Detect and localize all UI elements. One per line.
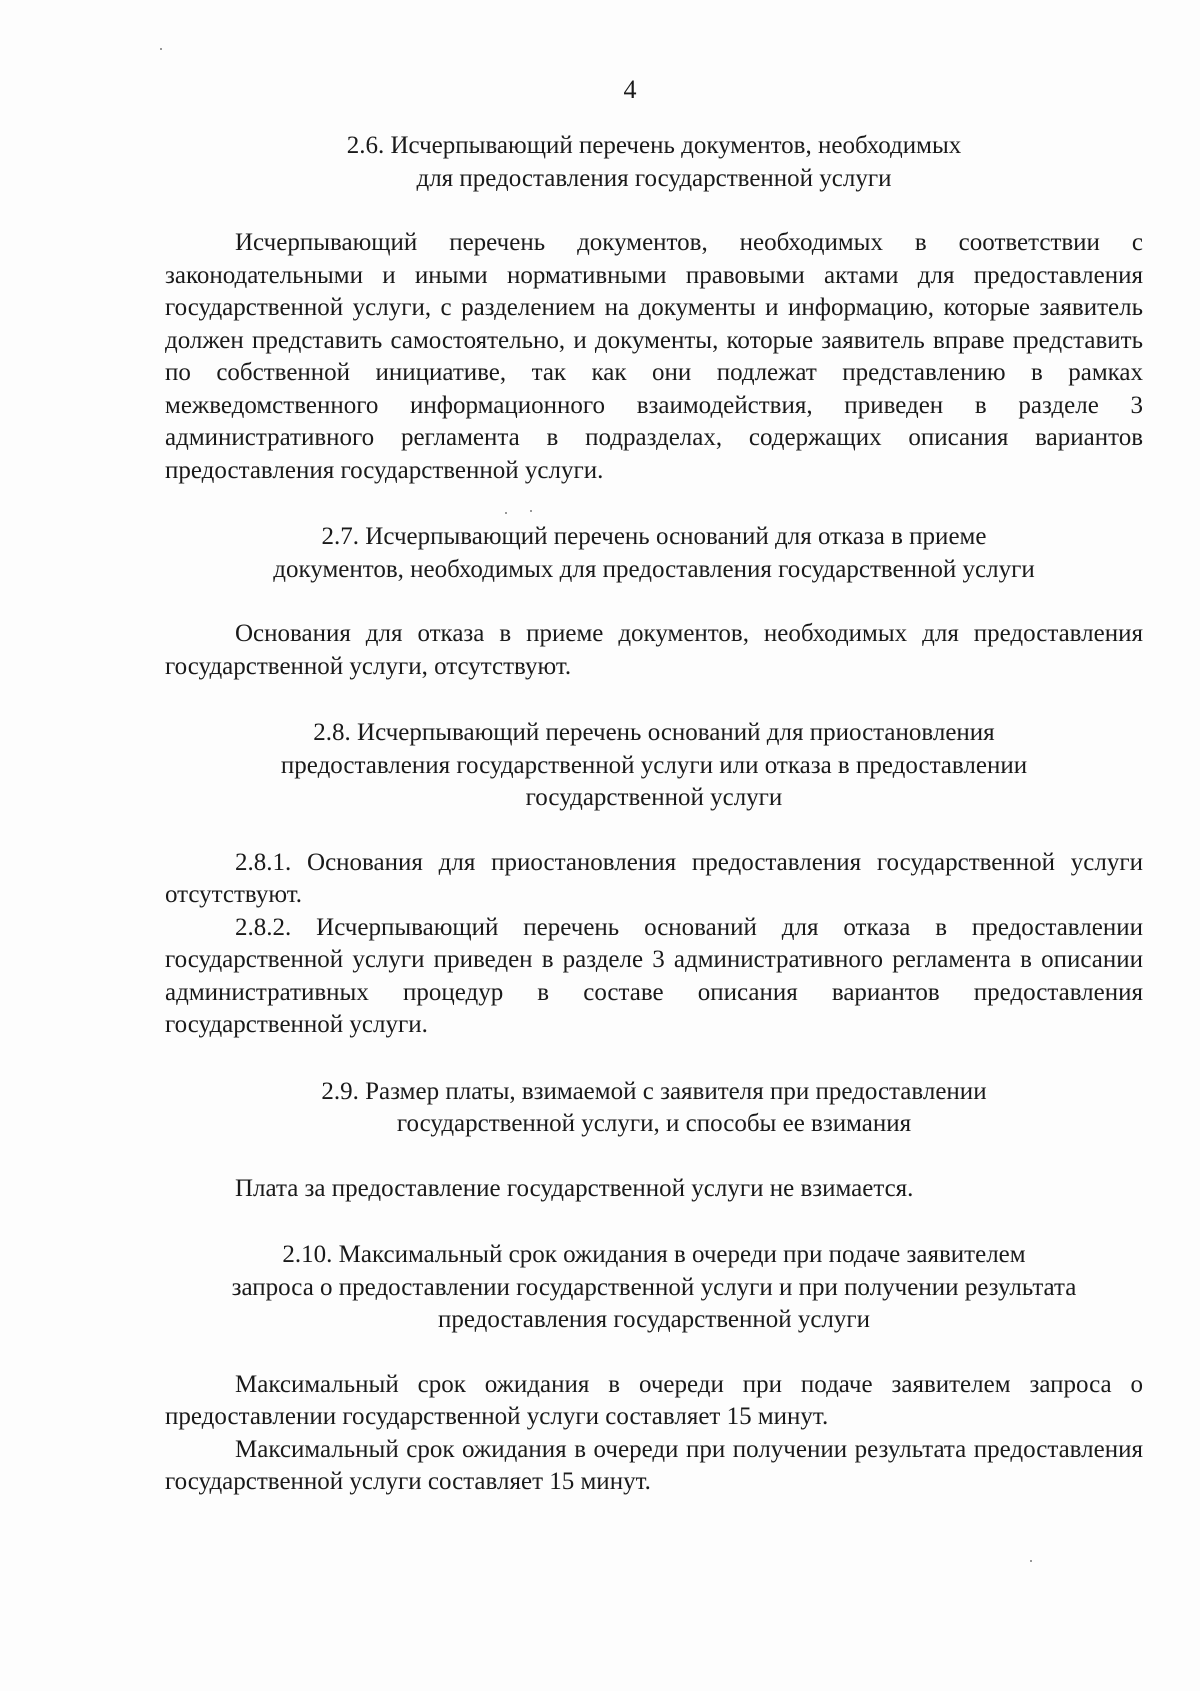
section-2-9 [165, 1076, 1143, 1206]
heading-line: предоставления государственной услуги [437, 1306, 871, 1333]
section-heading [165, 130, 1143, 195]
heading-line: документов, необходимых для предоставления государственной услуги [273, 555, 1035, 583]
section-heading [165, 1076, 1143, 1141]
paragraph: Максимальный срок ожидания в очереди при подаче заявителем запроса о предоставлении государственной услуги составляет 15 минут. [165, 1370, 1143, 1430]
page-number: 4 [623, 75, 637, 104]
heading-line: запроса о предоставлении государственной услуги и при получении результата [231, 1273, 1077, 1301]
heading-line: 2.9. Размер платы, взимаемой с заявителя при предоставлении [321, 1077, 987, 1105]
paragraph: Исчерпывающий перечень документов, необходимых в соответствии с законодательными и иными нормативными правовыми актами для предоставления государственной услуги, с разделением на документы и информацию, которые заявитель должен представить самостоятельно, и документы, которые заявитель вправе представить по собственной инициативе, так как они подлежат представлению в рамках межведомственного информационного взаимодействия, приведен в разделе 3 административного регламента в подразделах, содержащих описания вариантов предоставления государственной услуги. [165, 229, 1143, 484]
section-2-8 [165, 717, 1143, 1042]
heading-line: государственной услуги, и способы ее взимания [396, 1110, 912, 1137]
heading-line: 2.7. Исчерпывающий перечень оснований для отказа в приеме [321, 523, 987, 550]
section-2-10 [165, 1239, 1143, 1499]
section-heading [165, 521, 1143, 586]
heading-line: предоставления государственной услуги или отказа в предоставлении [280, 751, 1028, 779]
scan-speck [160, 48, 162, 50]
heading-line: государственной услуги [525, 784, 783, 811]
heading-line: 2.10. Максимальный срок ожидания в очереди при подаче заявителем [282, 1241, 1026, 1268]
section-heading [165, 717, 1143, 815]
paragraph: Основания для отказа в приеме документов, необходимых для предоставления государственной услуги, отсутствуют. [165, 620, 1143, 680]
heading-line: 2.8. Исчерпывающий перечень оснований для приостановления [313, 719, 995, 746]
paragraph: 2.8.1. Основания для приостановления предоставления государственной услуги отсутствуют. [165, 848, 1143, 908]
paragraph: 2.8.2. Исчерпывающий перечень оснований для отказа в предоставлении государственной услуги приведен в разделе 3 административного регламента в описании административных процедур в составе описания вариантов предоставления государственной услуги. [165, 913, 1143, 1038]
paragraph: Плата за предоставление государственной услуги не взимается. [235, 1174, 914, 1202]
scan-speck [530, 510, 532, 512]
scan-speck [1030, 1560, 1032, 1562]
section-heading [165, 1239, 1143, 1337]
heading-line: для предоставления государственной услуги [416, 164, 892, 192]
section-2-6 [165, 130, 1143, 487]
scan-speck [505, 512, 507, 514]
paragraph: Максимальный срок ожидания в очереди при получении результата предоставления государственной услуги составляет 15 минут. [165, 1435, 1143, 1495]
document-body [165, 130, 1143, 1499]
heading-line: 2.6. Исчерпывающий перечень документов, необходимых [346, 132, 962, 159]
section-2-7 [165, 521, 1143, 683]
